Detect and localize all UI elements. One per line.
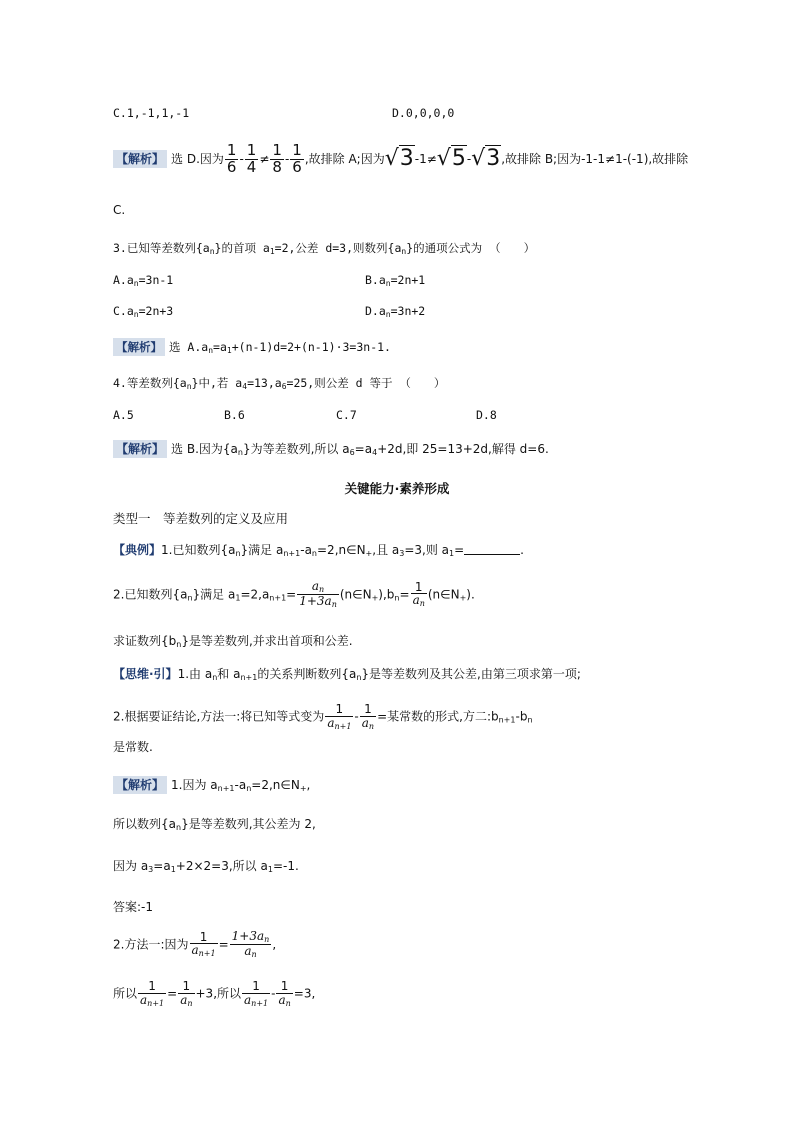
text: - — [466, 151, 472, 166]
hint-2-end: 是常数. — [113, 740, 153, 754]
q4-solution: 【解析】 选 B.因为$\{a_n\}$为等差数列,所以 $a_6=a_4+2d$,即 25=13+2d,解得 d=6. — [113, 440, 549, 462]
q4-option-c: C.7 — [336, 408, 357, 422]
den: $a_{n+1}$ — [327, 715, 352, 731]
q2-solution-end: C. — [113, 203, 126, 217]
q2-solution: 【解析】 选 D.因为 $\frac{1}{6}$ - $\frac{1}{4}$ ≠ $\frac{1}{8}$ - $\frac{1}{6}$ ,故排除 A;因为√3-1≠√5-√3,故排除 B;因为-1-1≠1-(-1),故排除 — [113, 143, 688, 176]
num: 1 — [246, 141, 257, 159]
den: $a_n$ — [278, 992, 291, 1008]
num: 1 — [138, 980, 166, 994]
siwei-tag: 【思维·引】 — [113, 667, 178, 681]
example-2: 2.已知数列$\{a_n\}$满足 $a_1=2,a_{n+1}=$ $\frac{a_n}{1+3a_n}$ $(n\in N_+),b_n=$ $\frac{1}{a_n}$ $(n\in N_+)$. — [113, 579, 475, 610]
radicand: 5 — [451, 146, 466, 172]
num: 1 — [276, 980, 292, 994]
fraction — [230, 930, 272, 960]
type-heading: 类型一 等差数列的定义及应用 — [113, 511, 289, 526]
hint-1: 【思维·引】1.由 $a_n$和 $a_{n+1}$的关系判断数列$\{a_n\}$是等差数列及其公差,由第三项求第一项; — [113, 667, 581, 682]
section-title: 关键能力·素养形成 — [344, 481, 450, 496]
q2-option-c: C.1,-1,1,-1 — [113, 106, 190, 120]
num: 1 — [411, 581, 427, 595]
den: 6 — [226, 157, 237, 176]
num: 1 — [178, 980, 194, 994]
num: 1 — [272, 141, 282, 159]
num: $1+3a_n$ — [231, 929, 270, 944]
q3-option-a: $A.a_n=3n-1$ — [113, 273, 174, 288]
q3-solution: 【解析】 选 $A.a_n=a_1+(n-1)d=2+(n-1)\cdot 3=3n-1$. — [113, 338, 391, 360]
den: 8 — [272, 157, 282, 176]
q4-option-b: B.6 — [224, 408, 245, 422]
fraction — [290, 143, 304, 176]
prove-statement: 求证数列$\{b_n\}$是等差数列,并求出首项和公差. — [113, 634, 353, 649]
num: 1 — [360, 703, 376, 717]
jiexi-tag: 【解析】 — [113, 440, 167, 458]
sqrt-3b: √3 — [471, 146, 501, 172]
num: 1 — [325, 703, 353, 717]
fraction — [325, 703, 353, 731]
den: 4 — [246, 157, 257, 176]
den: $1+3a_n$ — [299, 594, 337, 610]
jiexi-tag: 【解析】 — [113, 776, 167, 794]
sol-2: 所以数列$\{a_n\}$是等差数列,其公差为 2, — [113, 817, 316, 832]
fraction — [225, 143, 239, 176]
radicand: 3 — [399, 146, 414, 172]
q2-option-d: D.0,0,0,0 — [392, 106, 455, 120]
den: 6 — [292, 157, 302, 176]
q3-option-b: $B.a_n=2n+1$ — [365, 273, 426, 288]
sqrt-5: √5 — [436, 146, 466, 172]
fraction — [245, 143, 259, 176]
q4-option-d: D.8 — [476, 408, 497, 422]
fraction — [360, 703, 376, 731]
text: ≠ — [259, 151, 270, 166]
text: ,故排除 B;因为-1-1≠1-(-1),故排除 — [501, 151, 689, 166]
answer: 答案:-1 — [113, 900, 154, 914]
fraction — [270, 143, 284, 176]
den: $a_n$ — [180, 992, 193, 1008]
q3-stem: 3.已知等差数列$\{a_n\}$的首项 $a_1=2$,公差 d=3,则数列$\{a_n\}$的通项公式为 （ ） — [113, 241, 536, 256]
fraction — [178, 980, 194, 1008]
fraction — [190, 931, 218, 959]
example-1: 【典例】1.已知数列$\{a_n\}$满足 $a_{n+1}-a_n=2,n\in N_+$,且 $a_3=3$,则 $a_1=$ . — [113, 543, 524, 558]
den: $a_n$ — [361, 715, 375, 731]
fraction — [242, 980, 270, 1008]
num: 1 — [226, 141, 237, 159]
num: 1 — [190, 931, 218, 945]
fraction — [276, 980, 292, 1008]
q4-stem: 4.等差数列$\{a_n\}$中,若 $a_4=13,a_6=25$,则公差 d 等于 （ ） — [113, 376, 446, 391]
den: $a_{n+1}$ — [140, 992, 165, 1008]
den: $a_n$ — [244, 944, 257, 960]
sol-3: 因为 $a_3=a_1+2\times 2=3$,所以 $a_1=-1$. — [113, 859, 299, 874]
q3-option-d: $D.a_n=3n+2$ — [365, 304, 426, 319]
den: $a_{n+1}$ — [244, 992, 269, 1008]
method-1-cont: 所以 $\frac{1}{a_{n+1}}$ = $\frac{1}{a_n}$ +3,所以 $\frac{1}{a_{n+1}}$ - $\frac{1}{a_n}$ =3, — [113, 979, 316, 1008]
dianli-tag: 【典例】 — [113, 543, 162, 557]
text: ,故排除 A;因为 — [304, 151, 385, 166]
answer-blank — [464, 554, 520, 555]
method-1: 2.方法一:因为 $\frac{1}{a_{n+1}}$ = $\frac{1+3a_n}{a_n}$ , — [113, 929, 277, 960]
den: $a_n$ — [412, 593, 425, 609]
text: 选 D.因为 — [171, 151, 224, 166]
num: 1 — [242, 980, 270, 994]
num: $a_n$ — [297, 580, 339, 595]
jiexi-tag: 【解析】 — [113, 338, 165, 356]
hint-2: 2.根据要证结论,方法一:将已知等式变为 $\frac{1}{a_{n+1}}$ - $\frac{1}{a_n}$ =某常数的形式,方二$:b_{n+1}-b_n$ — [113, 702, 533, 731]
den: $a_{n+1}$ — [191, 943, 216, 959]
num: 1 — [292, 141, 302, 159]
text: -1≠ — [414, 151, 437, 166]
jiexi-tag: 【解析】 — [113, 150, 167, 168]
sol-1: 【解析】 1.因为 $a_{n+1}-a_n=2,n\in N_+$, — [113, 776, 310, 798]
q4-option-a: A.5 — [113, 408, 134, 422]
fraction — [138, 980, 166, 1008]
fraction — [297, 580, 339, 610]
fraction — [411, 581, 427, 609]
radicand: 3 — [486, 146, 501, 172]
q3-option-c: $C.a_n=2n+3$ — [113, 304, 174, 319]
sqrt-3: √3 — [384, 146, 414, 172]
